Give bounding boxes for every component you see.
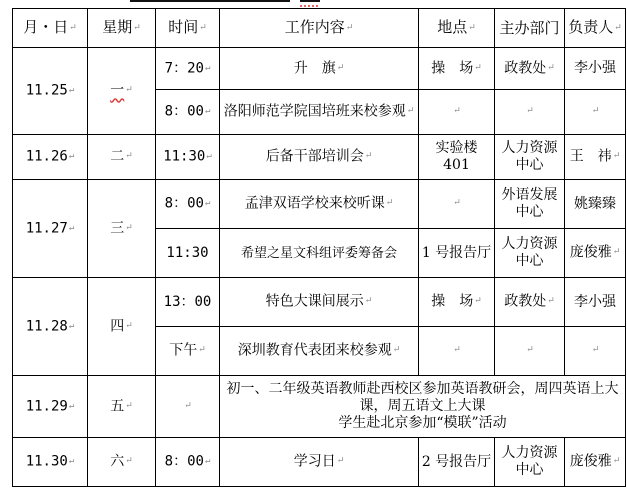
header-time: 时间↵: [156, 9, 220, 48]
owner-cell: ↵: [565, 327, 626, 376]
weekday-cell: 二↵: [88, 135, 156, 180]
time-cell: 下午↵: [156, 327, 220, 376]
time-cell: 11:30: [156, 229, 220, 278]
time-cell: 8：00↵: [156, 180, 220, 229]
owner-cell: 庞俊雅↵: [565, 438, 626, 487]
header-row: [13, 9, 626, 48]
place-cell: 实验楼 401: [419, 135, 495, 180]
date-cell: 11.30↵: [13, 438, 88, 487]
table-row: [13, 278, 626, 327]
clipped-title-fragment: [0, 0, 627, 8]
place-cell: 1 号报告厅: [419, 229, 495, 278]
owner-cell: 李小强: [565, 48, 626, 90]
date-cell: 11.28↵: [13, 278, 88, 376]
owner-cell: 庞俊雅↵: [565, 229, 626, 278]
owner-cell: ↵: [565, 90, 626, 135]
header-dept: 主办部门: [495, 9, 565, 48]
header-place: 地点↵: [419, 9, 495, 48]
weekday-cell: 六↵: [88, 438, 156, 487]
content-cell-merged: 初一、二年级英语教师赴西校区参加英语教研会，周四英语上大课，周五语文上大课 学生赴北京参加“模联”活动: [220, 376, 626, 438]
owner-cell: 王 祎↵: [565, 135, 626, 180]
place-cell: ↵: [419, 90, 495, 135]
header-content: 工作内容↵: [220, 9, 419, 48]
header-owner: 负责人↵: [565, 9, 626, 48]
dept-cell: 政教处↵: [495, 278, 565, 327]
content-cell: 后备干部培训会↵: [220, 135, 419, 180]
date-cell: 11.25↵: [13, 48, 88, 135]
time-cell: 8：00↵: [156, 90, 220, 135]
owner-cell: 李小强: [565, 278, 626, 327]
time-cell: 8：00↵: [156, 438, 220, 487]
content-cell: 孟津双语学校来校听课↵: [220, 180, 419, 229]
table-row: [13, 48, 626, 90]
date-cell: 11.26↵: [13, 135, 88, 180]
place-cell: 操 场↵: [419, 278, 495, 327]
content-cell: 学习日↵: [220, 438, 419, 487]
weekly-schedule-table: [12, 8, 626, 487]
place-cell: ↵: [419, 180, 495, 229]
content-cell: 希望之星文科组评委筹备会: [220, 229, 419, 278]
weekday-cell: 四↵: [88, 278, 156, 376]
dept-cell: ↵: [495, 90, 565, 135]
date-cell: 11.27↵: [13, 180, 88, 278]
table-row: [13, 180, 626, 229]
dept-cell: 人力资源中心: [495, 438, 565, 487]
table-row: [13, 376, 626, 438]
owner-cell: 姚臻臻: [565, 180, 626, 229]
time-cell: 13：00: [156, 278, 220, 327]
table-row: [13, 135, 626, 180]
content-cell: 特色大课间展示↵: [220, 278, 419, 327]
weekday-cell: 三↵: [88, 180, 156, 278]
dept-cell: 政教处↵: [495, 48, 565, 90]
date-cell: 11.29↵: [13, 376, 88, 438]
dept-cell: ↵: [495, 327, 565, 376]
dept-cell: 人力资源中心: [495, 229, 565, 278]
dept-cell: 外语发展中心: [495, 180, 565, 229]
time-cell: 7：20↵: [156, 48, 220, 90]
table-row: [13, 438, 626, 487]
dept-cell: 人力资源中心: [495, 135, 565, 180]
weekday-cell: 一↵: [88, 48, 156, 135]
time-cell: ↵: [156, 376, 220, 438]
place-cell: ↵: [419, 327, 495, 376]
place-cell: 操 场↵: [419, 48, 495, 90]
time-cell: 11:30↵: [156, 135, 220, 180]
content-cell: 深圳教育代表团来校参观↵: [220, 327, 419, 376]
weekday-cell: 五↵: [88, 376, 156, 438]
content-cell: 洛阳师范学院国培班来校参观↵: [220, 90, 419, 135]
place-cell: 2 号报告厅: [419, 438, 495, 487]
content-cell: 升 旗↵: [220, 48, 419, 90]
header-date: 月・日↵: [13, 9, 88, 48]
header-weekday: 星期↵: [88, 9, 156, 48]
